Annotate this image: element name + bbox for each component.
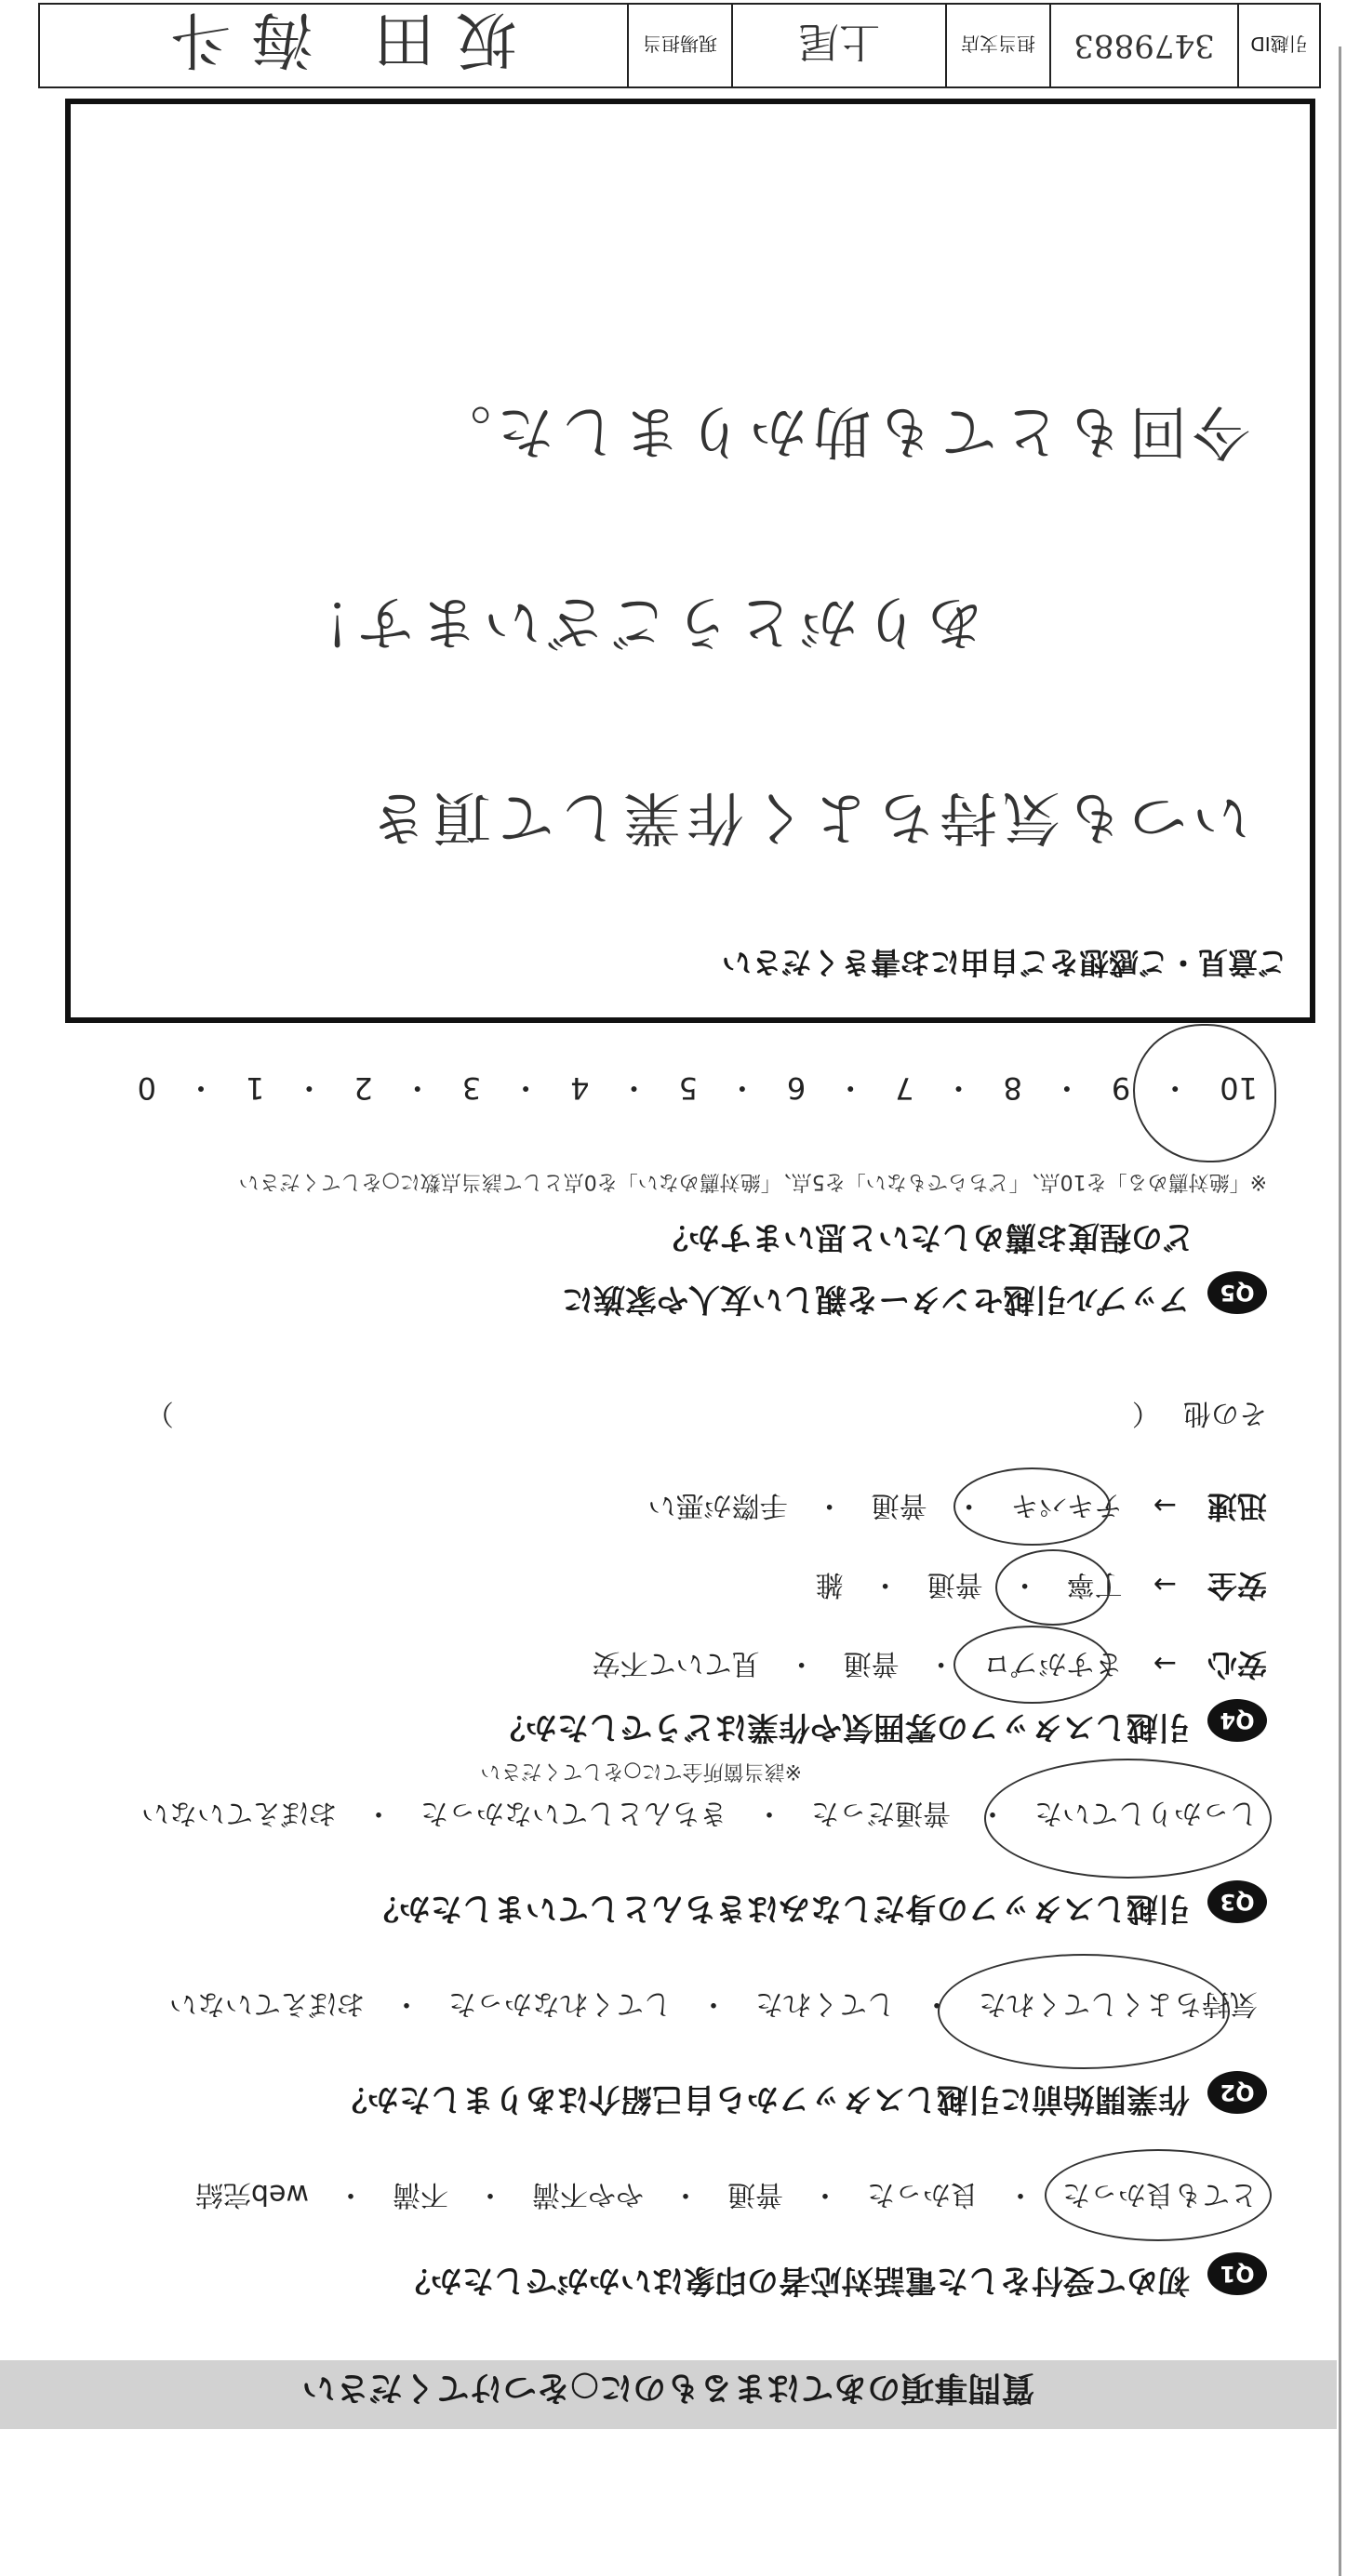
q5-heading (562, 1272, 1267, 1326)
comments-header: ご意見・ご感想をご自由にお書きください (721, 945, 1287, 980)
instruction-banner (0, 2360, 1337, 2429)
q5-note: ※「絶対薦める」を10点、「どちらでもない」を5点、「絶対薦めない」を0点として該当点数に○をしてください (238, 1170, 1267, 1193)
staff-value: 坂田 海斗 (150, 4, 517, 76)
q4-other-close: ） (145, 1397, 174, 1429)
q2-heading (336, 2072, 1267, 2126)
comment-line-2: ありがとうございます！ (287, 589, 984, 657)
q4-row-label: 安心 (1207, 1647, 1267, 1682)
q4-row-options: テキパキ ・ 普通 ・ 手際が悪い (647, 1489, 1123, 1521)
q5-line2: どの程度お薦めしたいと思いますか？ (657, 1218, 1194, 1255)
q1-text: 初めて受付をした電話対応者の印象はいかがでしたか？ (398, 2262, 1190, 2299)
q4-text: 引越しスタッフの雰囲気や作業はどうでしたか？ (493, 1708, 1190, 1746)
arrow-icon: → (1153, 1568, 1177, 1600)
arrow-icon: → (1153, 1647, 1177, 1680)
q4-heading (494, 1700, 1267, 1754)
q1-badge: Q1 (1207, 2253, 1267, 2296)
branch-label: 担当支店 (945, 5, 1049, 86)
banner-text: 質問事項のあてはまるものに○をつけてください (301, 2369, 1035, 2407)
q4-note: ※該当箇所全てに○をしてください (480, 1759, 802, 1783)
q4-row-options: さすがプロ ・ 普通 ・ 見ていて不安 (592, 1647, 1123, 1680)
q2-badge: Q2 (1207, 2072, 1267, 2115)
q3-options: しっかりしていた ・ 普通だった ・ きちんとしていなかった ・ おぼえていない (141, 1797, 1258, 1829)
q5-answer-circle (1133, 1024, 1276, 1162)
q4-row-anshin (593, 1645, 1267, 1688)
comments-box (65, 99, 1315, 1023)
footer-strip (38, 3, 1321, 88)
branch-value: 上尾 (731, 5, 945, 86)
q4-row-label: 迅速 (1207, 1489, 1267, 1524)
q4-other (146, 1396, 1267, 1437)
staff-label: 現場担当 (627, 5, 731, 86)
q3-heading (367, 1881, 1267, 1935)
q4-row-label: 安全 (1207, 1568, 1267, 1603)
q4-other-label: その他 (1183, 1397, 1267, 1429)
q2-answer-circle (938, 1954, 1230, 2069)
q1-options: とても良かった ・ 良かった ・ 普通 ・ やや不満 ・ 不満 ・ web完結 (194, 2178, 1258, 2211)
arrow-icon: → (1153, 1489, 1177, 1521)
q4-other-open: （ (1131, 1397, 1160, 1429)
q4-badge: Q4 (1207, 1700, 1267, 1743)
q4-anzen-circle (995, 1549, 1111, 1626)
side-rule (1339, 46, 1341, 2576)
q2-text: 作業開始前に引越しスタッフから自己紹介はありましたか？ (335, 2080, 1190, 2118)
q2-options: 気持ちよくしてくれた ・ してくれた ・ してくれなかった ・ おぼえていない (169, 1987, 1258, 2020)
q3-text: 引越しスタッフの身だしなみはきちんとしていましたか？ (367, 1890, 1190, 1927)
comment-line-3: 今回もとても助かりました。 (427, 398, 1250, 466)
id-label: 引越ID (1237, 5, 1319, 86)
q5-badge: Q5 (1207, 1272, 1267, 1315)
q3-answer-circle (984, 1759, 1272, 1879)
q5-scale: 10 ・ 9 ・ 8 ・ 7 ・ 6 ・ 5 ・ 4 ・ 3 ・ 2 ・ 1 ・ 0 (137, 1070, 1258, 1106)
comment-line-1: いつも気持ちよく作業して頂き (364, 784, 1250, 852)
q4-anshin-circle (953, 1626, 1111, 1704)
id-value: 3479883 (1049, 5, 1237, 86)
q1-answer-circle (1045, 2149, 1272, 2241)
q3-badge: Q3 (1207, 1881, 1267, 1924)
q1-heading (399, 2253, 1267, 2307)
q4-jinsoku-circle (953, 1467, 1111, 1546)
q5-line1: アップル引越センターを親しい友人や家族に (562, 1281, 1190, 1318)
q4-row-options: 丁寧 ・ 普通 ・ 雑 (815, 1568, 1123, 1600)
